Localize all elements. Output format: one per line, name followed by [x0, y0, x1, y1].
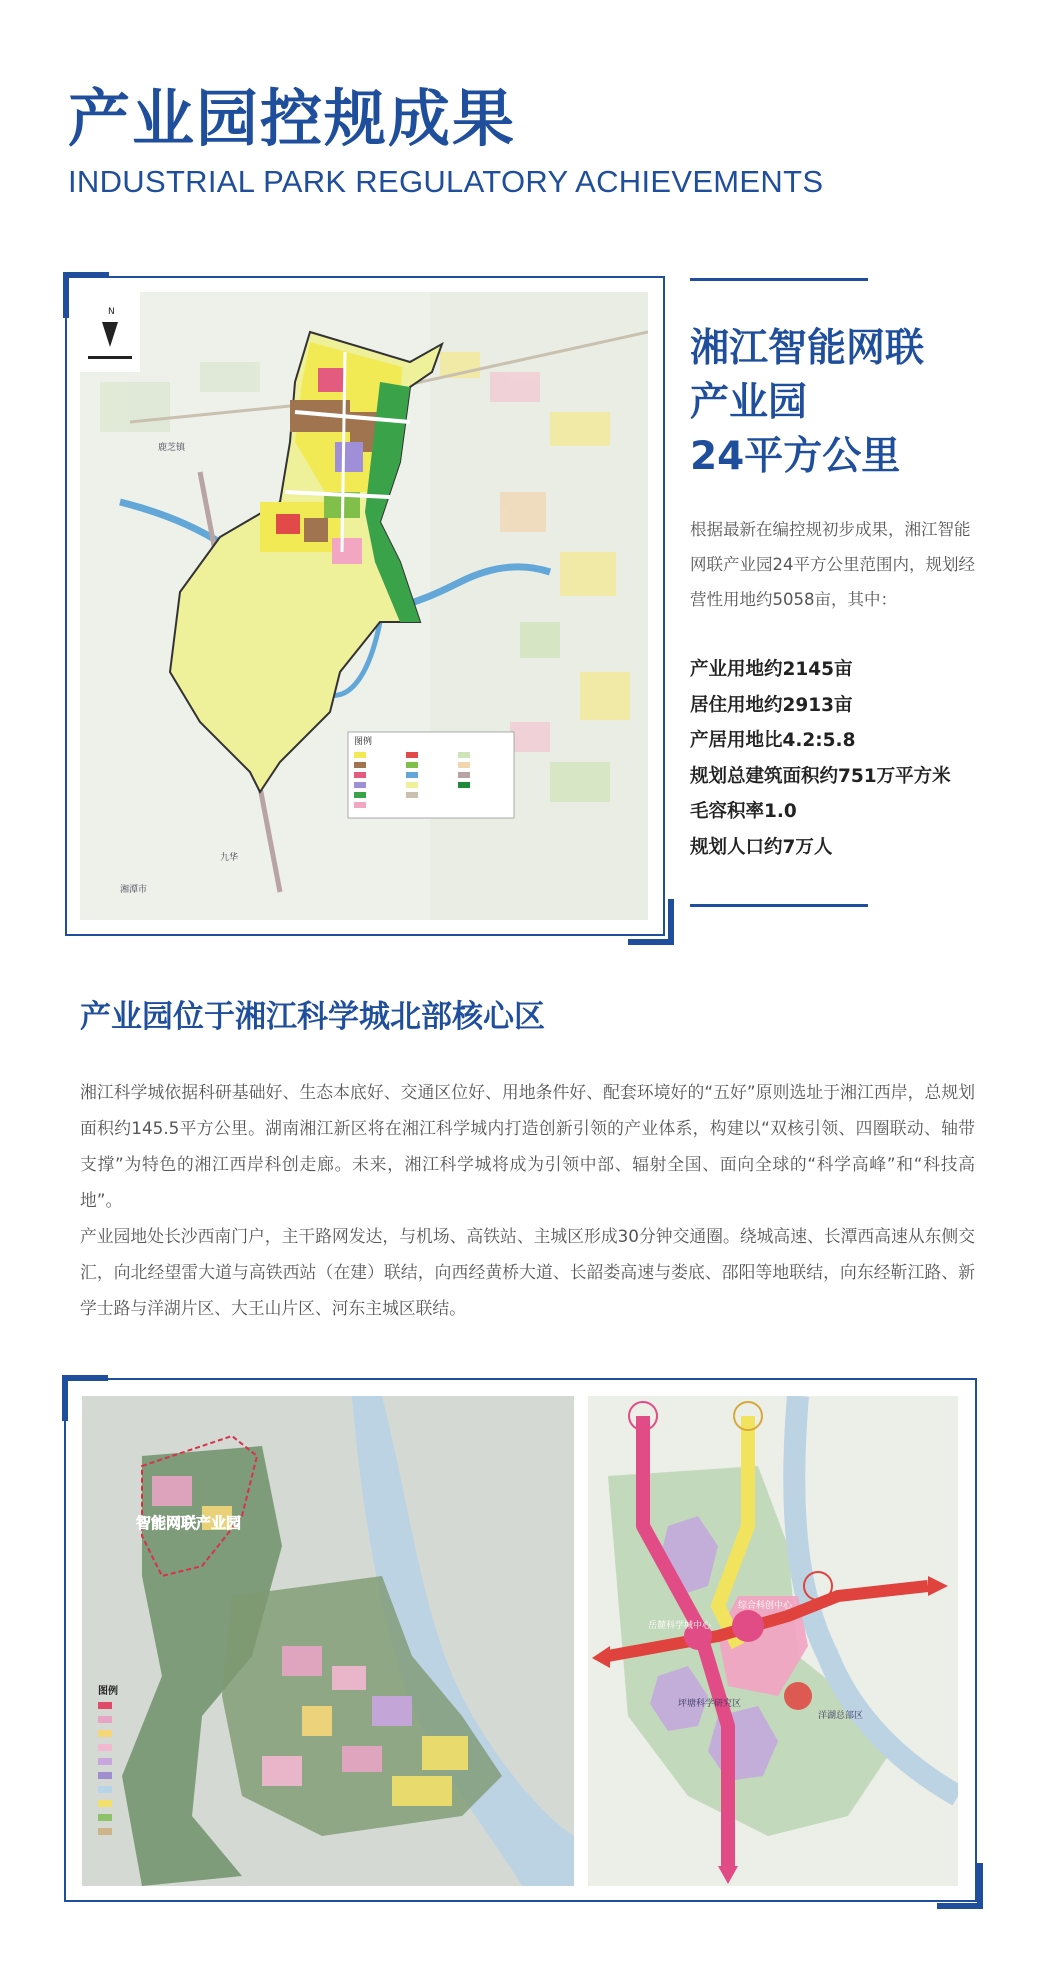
stat-item: 产业用地约2145亩 [690, 659, 853, 680]
section-paragraph-1: 湘江科学城依据科研基础好、生态本底好、交通区位好、用地条件好、配套环境好的“五好”原则选址于湘江西岸，总规划面积约145.5平方公里。湖南湘江新区将在湘江科学城内打造创新引领的产业体系，构建以“双核引领、四圈联动、轴带支撑”为特色的湘江西岸科创走廊。未来，湘江科学城将成为引领中部、辐射全国、面向全球的“科学高峰”和“科技高地”。 [80, 1082, 975, 1210]
place-label-jiuhua: 九华 [220, 853, 239, 863]
section-paragraph-2: 产业园地处长沙西南门户，主干路网发达，与机场、高铁站、主城区形成30分钟交通圈。绕城高速、长潭西高速从东侧交汇，向北经望雷大道与高铁西站（在建）联结，向西经黄桥大道、长韶娄高速与娄底、邵阳等地联结，向东经靳江路、新学士路与洋湖片区、大王山片区、河东主城区联结。 [80, 1226, 975, 1318]
page-subtitle-en: INDUSTRIAL PARK REGULATORY ACHIEVEMENTS [68, 164, 824, 199]
corridor-label-core: 综合科创中心 [738, 1601, 793, 1611]
map1-legend [348, 732, 514, 818]
landuse-map-svg [82, 1396, 574, 1886]
park-name-line-2: 产业园 [690, 380, 808, 425]
science-corridor-diagram [588, 1396, 958, 1886]
science-city-landuse-map [82, 1396, 574, 1886]
map1-legend-title: 图例 [354, 737, 373, 747]
stat-item: 产居用地比4.2:5.8 [690, 730, 856, 751]
section-title: 产业园位于湘江科学城北部核心区 [80, 999, 545, 1035]
place-label-xiangtan: 湘潭市 [120, 885, 148, 895]
park-stats-list [690, 652, 951, 865]
stat-item: 规划人口约7万人 [690, 836, 833, 858]
stat-item: 居住用地约2913亩 [690, 694, 853, 716]
stat-item: 规划总建筑面积约751万平方米 [690, 765, 951, 787]
map2-legend-title: 图例 [98, 1686, 118, 1697]
regulatory-plan-map [80, 292, 648, 920]
park-description: 根据最新在编控规初步成果，湘江智能网联产业园24平方公里范围内，规划经营性用地约5058亩，其中： [690, 520, 975, 609]
sidebar-top-rule [690, 278, 868, 281]
park-area-line: 24平方公里 [690, 434, 901, 479]
sidebar-bottom-rule [690, 904, 868, 907]
regulatory-plan-svg [80, 292, 648, 920]
corridor-label-pingtang: 坪塘科学研究区 [678, 1699, 742, 1709]
corridor-label-yuelu: 岳麓科学城中心 [648, 1621, 712, 1631]
corridor-label-yanghu: 洋湖总部区 [818, 1711, 864, 1721]
corridor-diagram-svg [588, 1396, 958, 1886]
stat-item: 毛容积率1.0 [690, 801, 797, 822]
park-name-line-1: 湘江智能网联 [690, 326, 925, 371]
park-name-heading [690, 322, 924, 484]
scale-bar-icon [88, 356, 132, 359]
page-title: 产业园控规成果 [68, 82, 517, 155]
park-map-label: 智能网联产业园 [136, 1514, 242, 1532]
place-label-luzhi: 鹿芝镇 [158, 443, 186, 453]
north-label: N [108, 307, 115, 317]
